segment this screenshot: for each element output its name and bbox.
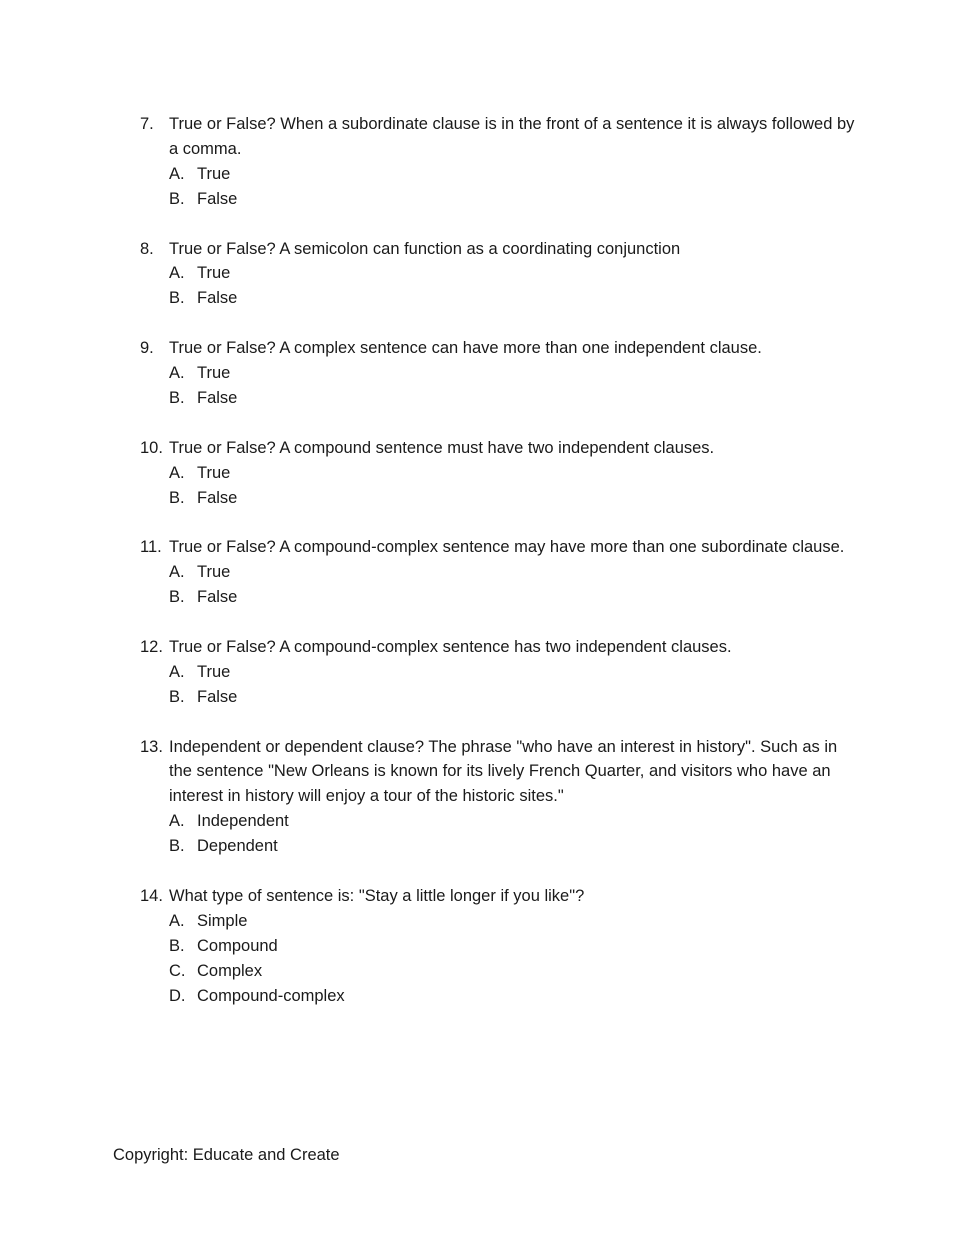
choice-text: False bbox=[197, 189, 238, 208]
answer-choice bbox=[140, 660, 860, 685]
choice-text: False bbox=[197, 488, 238, 507]
choice-text: True bbox=[197, 563, 231, 582]
question-stem bbox=[140, 336, 860, 361]
choice-letter: B. bbox=[169, 837, 185, 856]
choice-list bbox=[140, 162, 860, 212]
answer-choice bbox=[140, 909, 860, 934]
choice-letter: A. bbox=[169, 563, 185, 582]
choice-text: False bbox=[197, 588, 238, 607]
question-item bbox=[140, 884, 860, 1009]
choice-text: Independent bbox=[197, 812, 289, 831]
question-number: 8. bbox=[140, 239, 154, 258]
choice-text: True bbox=[197, 662, 231, 681]
question-stem bbox=[140, 237, 860, 262]
answer-choice bbox=[140, 286, 860, 311]
choice-letter: B. bbox=[169, 488, 185, 507]
copyright-footer: Copyright: Educate and Create bbox=[113, 1146, 340, 1164]
question-number: 13. bbox=[140, 737, 163, 756]
choice-list bbox=[140, 660, 860, 710]
question-item bbox=[140, 635, 860, 710]
choice-letter: B. bbox=[169, 388, 185, 407]
question-number: 9. bbox=[140, 339, 154, 358]
question-item bbox=[140, 112, 860, 212]
question-number: 12. bbox=[140, 637, 163, 656]
question-text: True or False? A compound-complex sentence may have more than one subordinate clause. bbox=[169, 538, 845, 557]
answer-choice bbox=[140, 187, 860, 212]
answer-choice bbox=[140, 261, 860, 286]
answer-choice bbox=[140, 560, 860, 585]
question-number: 10. bbox=[140, 438, 163, 457]
choice-letter: A. bbox=[169, 164, 185, 183]
question-item bbox=[140, 535, 860, 610]
question-stem bbox=[140, 436, 860, 461]
choice-text: False bbox=[197, 289, 238, 308]
choice-letter: A. bbox=[169, 812, 185, 831]
question-stem bbox=[140, 535, 860, 560]
question-stem bbox=[140, 884, 860, 909]
choice-letter: A. bbox=[169, 911, 185, 930]
question-text: True or False? A complex sentence can have more than one independent clause. bbox=[169, 339, 762, 358]
choice-letter: B. bbox=[169, 687, 185, 706]
question-stem bbox=[140, 735, 860, 810]
choice-text: Complex bbox=[197, 961, 263, 980]
choice-text: Dependent bbox=[197, 837, 278, 856]
question-item bbox=[140, 336, 860, 411]
choice-letter: B. bbox=[169, 588, 185, 607]
question-text: True or False? A compound-complex sentence has two independent clauses. bbox=[169, 637, 732, 656]
answer-choice bbox=[140, 834, 860, 859]
choice-letter: B. bbox=[169, 189, 185, 208]
question-number: 14. bbox=[140, 886, 163, 905]
choice-letter: B. bbox=[169, 289, 185, 308]
choice-list bbox=[140, 461, 860, 511]
question-item bbox=[140, 436, 860, 511]
choice-text: False bbox=[197, 388, 238, 407]
choice-letter: C. bbox=[169, 961, 186, 980]
question-text: Independent or dependent clause? The phrase "who have an interest in history". Such as in the sentence "New Orleans is known for its lively French Quarter, and visitors who have an interest in history will enjoy a tour of the historic sites." bbox=[169, 737, 838, 806]
choice-text: Compound-complex bbox=[197, 986, 345, 1005]
choice-list bbox=[140, 909, 860, 1009]
answer-choice bbox=[140, 809, 860, 834]
choice-letter: D. bbox=[169, 986, 186, 1005]
answer-choice bbox=[140, 585, 860, 610]
choice-list bbox=[140, 809, 860, 859]
question-stem bbox=[140, 112, 860, 162]
choice-letter: B. bbox=[169, 936, 185, 955]
answer-choice bbox=[140, 984, 860, 1009]
question-text: True or False? When a subordinate clause is in the front of a sentence it is always followed by a comma. bbox=[169, 115, 855, 158]
choice-text: True bbox=[197, 264, 231, 283]
choice-letter: A. bbox=[169, 662, 185, 681]
question-stem bbox=[140, 635, 860, 660]
question-text: True or False? A compound sentence must have two independent clauses. bbox=[169, 438, 715, 457]
answer-choice bbox=[140, 162, 860, 187]
question-number: 11. bbox=[140, 538, 162, 557]
choice-list bbox=[140, 361, 860, 411]
choice-text: False bbox=[197, 687, 238, 706]
choice-text: Simple bbox=[197, 911, 248, 930]
question-list bbox=[140, 112, 860, 1033]
answer-choice bbox=[140, 361, 860, 386]
question-item bbox=[140, 735, 860, 860]
choice-letter: A. bbox=[169, 463, 185, 482]
choice-list bbox=[140, 261, 860, 311]
answer-choice bbox=[140, 461, 860, 486]
question-item bbox=[140, 237, 860, 312]
answer-choice bbox=[140, 386, 860, 411]
choice-text: True bbox=[197, 164, 231, 183]
answer-choice bbox=[140, 934, 860, 959]
question-number: 7. bbox=[140, 115, 154, 133]
choice-text: True bbox=[197, 364, 231, 383]
choice-letter: A. bbox=[169, 364, 185, 383]
choice-letter: A. bbox=[169, 264, 185, 283]
choice-list bbox=[140, 560, 860, 610]
answer-choice bbox=[140, 685, 860, 710]
choice-text: True bbox=[197, 463, 231, 482]
answer-choice bbox=[140, 959, 860, 984]
choice-text: Compound bbox=[197, 936, 278, 955]
question-text: What type of sentence is: "Stay a little longer if you like"? bbox=[169, 886, 585, 905]
answer-choice bbox=[140, 486, 860, 511]
question-text: True or False? A semicolon can function as a coordinating conjunction bbox=[169, 239, 681, 258]
